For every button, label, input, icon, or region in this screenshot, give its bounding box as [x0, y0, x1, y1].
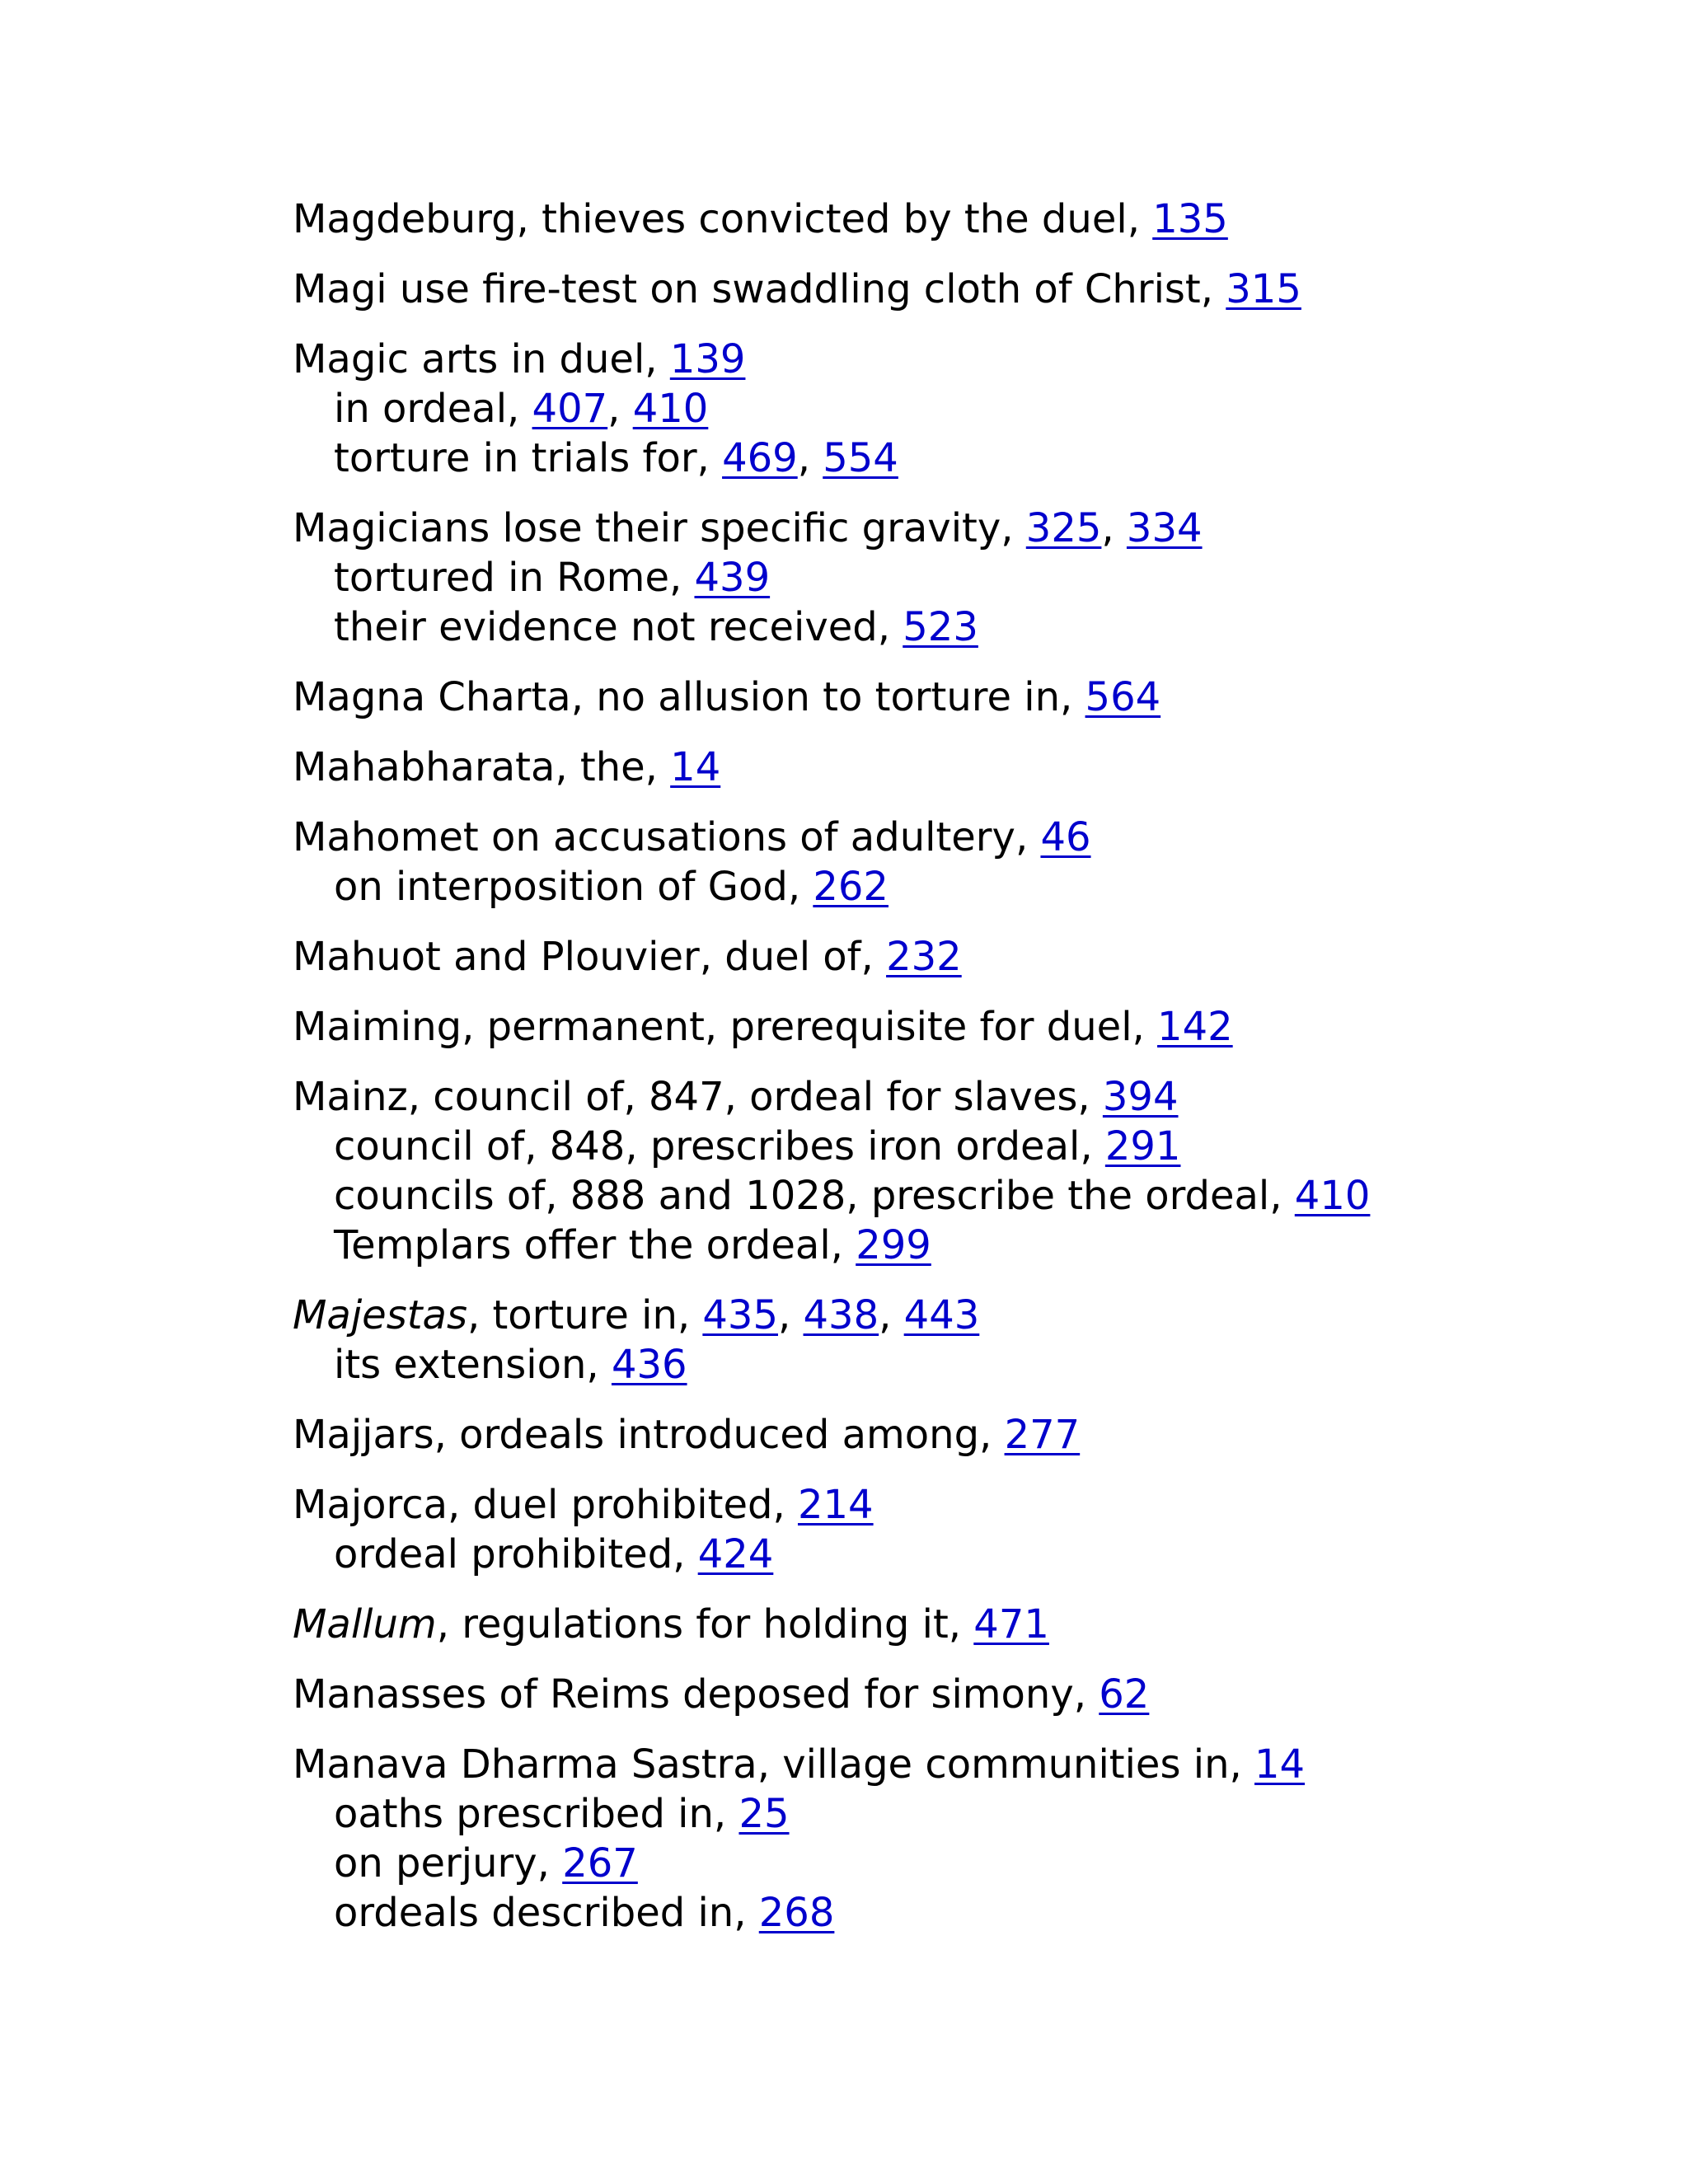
index-heading: [293, 1410, 1653, 1460]
page-link[interactable]: 394: [1102, 1074, 1179, 1120]
index-entry: [293, 1002, 1653, 1052]
index-heading: [293, 504, 1653, 553]
page-separator: ,: [607, 386, 633, 432]
page-link[interactable]: 325: [1025, 505, 1102, 551]
index-subentry: [293, 1888, 1653, 1938]
page-separator: ,: [778, 1292, 804, 1338]
index-term: on interposition of God,: [334, 864, 814, 910]
page-separator: ,: [1101, 505, 1127, 551]
index-subentry: [293, 1221, 1653, 1270]
index-heading: [293, 1670, 1653, 1719]
index-page: [293, 194, 1653, 1958]
page-link[interactable]: 232: [886, 934, 962, 980]
index-subentry: [293, 1122, 1653, 1171]
index-term: tortured in Rome,: [334, 555, 695, 601]
index-entry: [293, 1291, 1653, 1390]
index-term: on perjury,: [334, 1840, 563, 1886]
index-term: Templars offer the ordeal,: [334, 1222, 856, 1268]
index-heading: [293, 1072, 1653, 1122]
index-entry: [293, 335, 1653, 483]
index-entry: [293, 743, 1653, 792]
index-term: Mahabharata, the,: [293, 744, 671, 790]
page-link[interactable]: 469: [722, 435, 798, 481]
index-heading: [293, 335, 1653, 384]
page-link[interactable]: 410: [632, 386, 709, 432]
index-subentry: [293, 1839, 1653, 1888]
index-subentry: [293, 1789, 1653, 1839]
page-link[interactable]: 139: [669, 336, 746, 382]
index-heading: [293, 743, 1653, 792]
index-subentry: [293, 434, 1653, 483]
index-subentry: [293, 1530, 1653, 1579]
index-term: , regulations for holding it,: [436, 1601, 974, 1647]
page-link[interactable]: 46: [1040, 814, 1091, 860]
index-term: Majjars, ordeals introduced among,: [293, 1412, 1005, 1458]
index-term: , torture in,: [467, 1292, 703, 1338]
index-term: torture in trials for,: [334, 435, 723, 481]
index-entry: [293, 1670, 1653, 1719]
index-entry: [293, 932, 1653, 982]
page-link[interactable]: 436: [611, 1342, 687, 1388]
page-link[interactable]: 523: [903, 604, 978, 650]
index-subentry: [293, 1171, 1653, 1221]
index-entry: [293, 1600, 1653, 1649]
index-term: their evidence not received,: [334, 604, 903, 650]
index-term: oaths prescribed in,: [334, 1791, 739, 1837]
index-subentry: [293, 602, 1653, 652]
index-term: Manava Dharma Sastra, village communities in,: [293, 1741, 1254, 1788]
index-term: ordeals described in,: [334, 1890, 759, 1936]
index-heading: [293, 673, 1653, 722]
index-heading: [293, 194, 1653, 244]
index-term: Mainz, council of, 847, ordeal for slaves,: [293, 1074, 1103, 1120]
index-term: Magdeburg, thieves convicted by the duel,: [293, 196, 1153, 242]
index-entry: [293, 1072, 1653, 1270]
index-heading: [293, 1291, 1653, 1340]
page-link[interactable]: 435: [702, 1292, 778, 1338]
index-subentry: [293, 862, 1653, 912]
index-term: ordeal prohibited,: [334, 1531, 698, 1577]
index-entry: [293, 504, 1653, 652]
page-link[interactable]: 443: [903, 1292, 980, 1338]
index-heading: [293, 1002, 1653, 1052]
index-term-italic: Mallum: [293, 1601, 437, 1647]
page-link[interactable]: 334: [1126, 505, 1203, 551]
index-term: Mahomet on accusations of adultery,: [293, 814, 1041, 860]
index-heading: [293, 1740, 1653, 1789]
index-subentry: [293, 384, 1653, 434]
index-term: in ordeal,: [334, 386, 532, 432]
page-link[interactable]: 438: [803, 1292, 879, 1338]
page-link[interactable]: 299: [856, 1222, 931, 1268]
page-link[interactable]: 267: [562, 1840, 638, 1886]
index-entry: [293, 1740, 1653, 1938]
index-term: Majorca, duel prohibited,: [293, 1482, 798, 1528]
page-link[interactable]: 410: [1294, 1173, 1371, 1219]
index-subentry: [293, 553, 1653, 602]
page-link[interactable]: 62: [1099, 1671, 1150, 1718]
page-link[interactable]: 14: [670, 744, 721, 790]
index-entry: [293, 265, 1653, 314]
page-link[interactable]: 424: [697, 1531, 774, 1577]
page-separator: ,: [879, 1292, 904, 1338]
page-link[interactable]: 277: [1004, 1412, 1081, 1458]
index-term: Magic arts in duel,: [293, 336, 670, 382]
index-term: Manasses of Reims deposed for simony,: [293, 1671, 1100, 1718]
index-heading: [293, 813, 1653, 862]
page-link[interactable]: 564: [1085, 674, 1161, 720]
index-heading: [293, 1480, 1653, 1530]
index-heading: [293, 265, 1653, 314]
index-term: councils of, 888 and 1028, prescribe the ordeal,: [334, 1173, 1295, 1219]
page-link[interactable]: 291: [1104, 1123, 1181, 1169]
index-term-italic: Majestas: [293, 1292, 467, 1338]
page-link[interactable]: 407: [532, 386, 608, 432]
index-entry: [293, 813, 1653, 912]
page-link[interactable]: 262: [813, 864, 889, 910]
index-subentry: [293, 1340, 1653, 1390]
index-term: its extension,: [334, 1342, 612, 1388]
index-term: Maiming, permanent, prerequisite for duel,: [293, 1004, 1158, 1050]
index-entry: [293, 194, 1653, 244]
page-link[interactable]: 439: [694, 555, 771, 601]
index-term: council of, 848, prescribes iron ordeal,: [334, 1123, 1105, 1169]
index-entry: [293, 1410, 1653, 1460]
page-link[interactable]: 25: [738, 1791, 790, 1837]
index-term: Magna Charta, no allusion to torture in,: [293, 674, 1085, 720]
index-term: Magicians lose their specific gravity,: [293, 505, 1026, 551]
page-separator: ,: [797, 435, 823, 481]
index-entry: [293, 673, 1653, 722]
index-term: Mahuot and Plouvier, duel of,: [293, 934, 887, 980]
page-link[interactable]: 554: [823, 435, 898, 481]
page-link[interactable]: 14: [1254, 1741, 1306, 1788]
page-link[interactable]: 471: [973, 1601, 1049, 1647]
page-link[interactable]: 135: [1152, 196, 1228, 242]
index-heading: [293, 1600, 1653, 1649]
index-term: Magi use fire-test on swaddling cloth of Christ,: [293, 266, 1226, 312]
page-link[interactable]: 315: [1226, 266, 1301, 312]
page-link[interactable]: 142: [1157, 1004, 1233, 1050]
index-entry: [293, 1480, 1653, 1579]
index-heading: [293, 932, 1653, 982]
page-link[interactable]: 268: [758, 1890, 835, 1936]
page-link[interactable]: 214: [797, 1482, 874, 1528]
